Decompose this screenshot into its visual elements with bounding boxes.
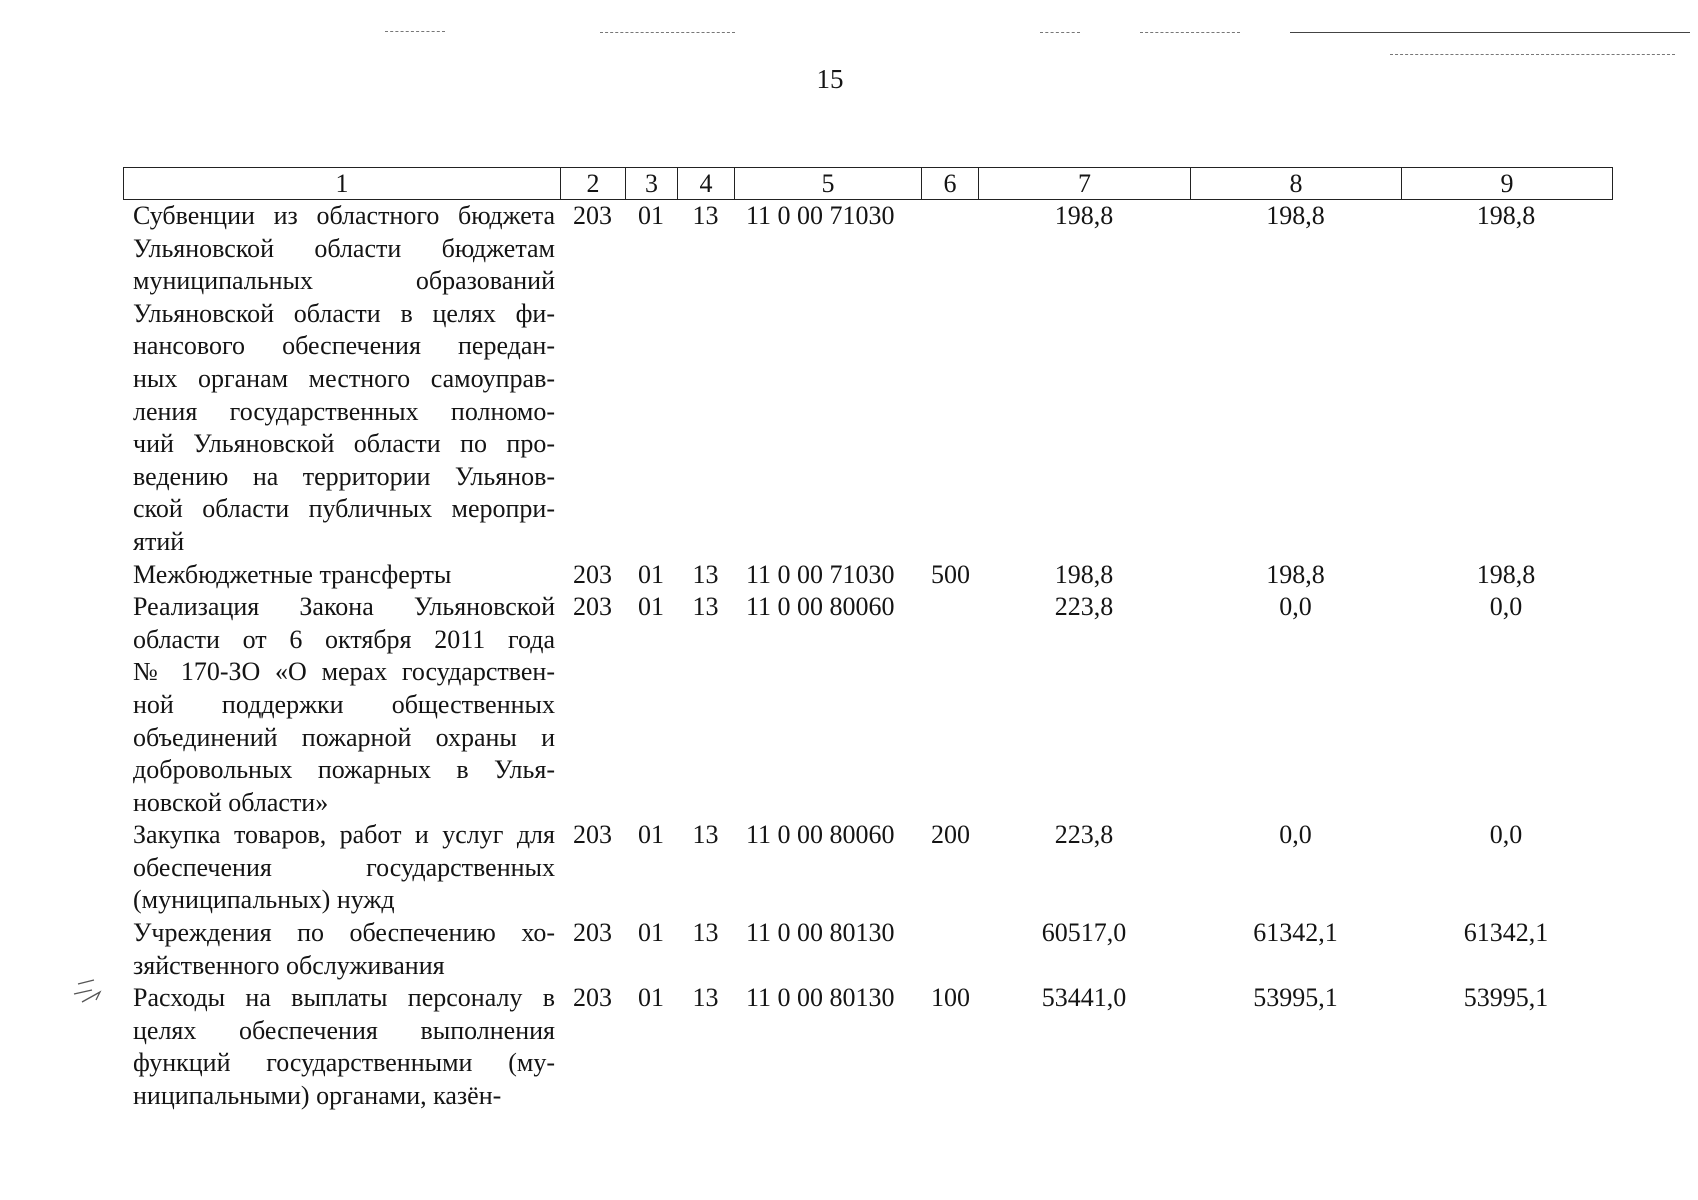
budget-table — [123, 167, 1613, 1113]
description-line: ской области публичных меропри- — [133, 494, 555, 524]
table-row — [123, 559, 1613, 592]
table-body — [123, 200, 1613, 1113]
header-col-9: 9 — [1500, 169, 1514, 198]
description-line: зяйственного обслуживания — [133, 950, 445, 980]
row-description — [123, 559, 560, 592]
row-cell-c4: 13 — [692, 820, 719, 850]
description-line: Субвенции из областного бюджета — [133, 201, 555, 230]
row-cell-c3: 01 — [638, 983, 664, 1013]
row-cell-c8: 0,0 — [1279, 820, 1312, 850]
row-description — [123, 591, 560, 819]
row-cell-c3: 01 — [638, 918, 664, 948]
row-cell-c4: 13 — [692, 983, 719, 1013]
description-line: муниципальных образований — [133, 266, 555, 296]
scan-artifact — [1390, 54, 1675, 55]
handwritten-margin-mark — [70, 970, 110, 1010]
row-cell-c3: 01 — [638, 559, 664, 589]
description-line: обеспечения государственных — [133, 852, 555, 882]
description-line: области от 6 октября 2011 года — [133, 624, 555, 654]
header-col-2: 2 — [561, 168, 626, 199]
row-cell-c7: 60517,0 — [1041, 918, 1127, 948]
row-cell-c8: 198,8 — [1266, 201, 1325, 230]
row-cell-c2: 203 — [573, 983, 612, 1013]
header-col-3: 3 — [626, 168, 678, 199]
header-col-5: 5 — [735, 168, 922, 199]
description-line: нансового обеспечения передан- — [133, 331, 555, 361]
row-cell-c7: 223,8 — [1054, 820, 1114, 850]
row-cell-c5: 11 0 00 80130 — [746, 918, 895, 948]
row-cell-c9: 53995,1 — [1463, 983, 1549, 1013]
row-cell-c9: 198,8 — [1476, 201, 1536, 230]
row-cell-c3: 01 — [638, 592, 664, 622]
table-row — [123, 591, 1613, 819]
description-line: новской области» — [133, 787, 329, 817]
description-line: ведению на территории Ульянов- — [133, 461, 555, 491]
row-cell-c2: 203 — [573, 201, 612, 230]
row-cell-c9: 61342,1 — [1463, 918, 1549, 948]
description-line: добровольных пожарных в Улья- — [133, 755, 555, 785]
description-line: функций государственными (му- — [133, 1048, 555, 1078]
description-line: Ульяновской области бюджетам — [133, 233, 555, 263]
row-description — [123, 819, 560, 917]
table-row — [123, 819, 1613, 917]
row-cell-c2: 203 — [573, 592, 612, 622]
row-cell-c4: 13 — [692, 559, 719, 589]
row-cell-c4: 13 — [692, 592, 719, 622]
scan-artifact — [600, 32, 735, 33]
row-cell-c4: 13 — [692, 918, 719, 948]
description-line: ниципальными) органами, казён- — [133, 1081, 502, 1111]
page-number: 15 — [816, 64, 844, 94]
scan-artifact — [1290, 32, 1690, 33]
row-cell-c7: 53441,0 — [1041, 983, 1127, 1013]
description-line: ятий — [133, 526, 185, 556]
description-line: объединений пожарной охраны и — [133, 722, 555, 752]
row-description — [123, 917, 560, 982]
description-line: (муниципальных) нужд — [133, 885, 395, 915]
scan-artifact — [1040, 32, 1080, 33]
row-cell-c8: 0,0 — [1279, 592, 1312, 622]
description-line: Реализация Закона Ульяновской — [133, 592, 555, 622]
row-description — [123, 200, 560, 559]
description-line: целях обеспечения выполнения — [133, 1015, 555, 1045]
table-row — [123, 982, 1613, 1112]
row-cell-c5: 11 0 00 71030 — [746, 559, 895, 589]
header-col-1: 1 — [124, 168, 561, 199]
row-cell-c5: 11 0 00 80130 — [746, 983, 895, 1013]
description-line: ных органам местного самоуправ- — [133, 363, 555, 393]
row-cell-c2: 203 — [573, 559, 612, 589]
row-cell-c7: 223,8 — [1054, 592, 1114, 622]
row-cell-c2: 203 — [573, 820, 612, 850]
row-cell-c7: 198,8 — [1054, 559, 1114, 589]
table-row — [123, 917, 1613, 982]
header-col-8: 8 — [1191, 168, 1402, 199]
row-cell-c9: 0,0 — [1489, 592, 1523, 622]
row-cell-c5: 11 0 00 71030 — [746, 201, 895, 230]
header-col-4: 4 — [678, 168, 735, 199]
row-cell-c6: 100 — [931, 983, 970, 1013]
table-row — [123, 200, 1613, 559]
row-cell-c5: 11 0 00 80060 — [746, 592, 895, 622]
row-description — [123, 982, 560, 1112]
row-cell-c3: 01 — [638, 201, 664, 230]
row-cell-c3: 01 — [638, 820, 664, 850]
row-cell-c5: 11 0 00 80060 — [746, 820, 895, 850]
row-cell-c6: 500 — [931, 559, 970, 589]
scan-artifact — [1140, 32, 1240, 33]
row-cell-c4: 13 — [692, 201, 719, 230]
description-line: Межбюджетные трансферты — [133, 559, 452, 589]
row-cell-c8: 53995,1 — [1253, 983, 1338, 1013]
description-line: ной поддержки общественных — [133, 689, 555, 719]
row-cell-c8: 198,8 — [1266, 559, 1325, 589]
row-cell-c6: 200 — [931, 820, 970, 850]
row-cell-c7: 198,8 — [1054, 201, 1114, 230]
header-col-7: 7 — [979, 168, 1191, 199]
header-col-6: 6 — [922, 168, 979, 199]
description-line: Расходы на выплаты персоналу в — [133, 983, 555, 1013]
description-line: ления государственных полномо- — [133, 396, 555, 426]
description-line: № 170-ЗО «О мерах государствен- — [133, 657, 555, 687]
table-header — [123, 167, 1613, 200]
description-line: Ульяновской области в целях фи- — [133, 298, 555, 328]
description-line: чий Ульяновской области по про- — [133, 429, 555, 459]
scan-artifact — [385, 31, 445, 32]
description-line: Закупка товаров, работ и услуг для — [133, 820, 555, 850]
row-cell-c2: 203 — [573, 918, 612, 948]
row-cell-c8: 61342,1 — [1253, 918, 1338, 948]
description-line: Учреждения по обеспечению хо- — [133, 918, 555, 948]
row-cell-c9: 0,0 — [1489, 820, 1523, 850]
row-cell-c9: 198,8 — [1476, 559, 1536, 589]
